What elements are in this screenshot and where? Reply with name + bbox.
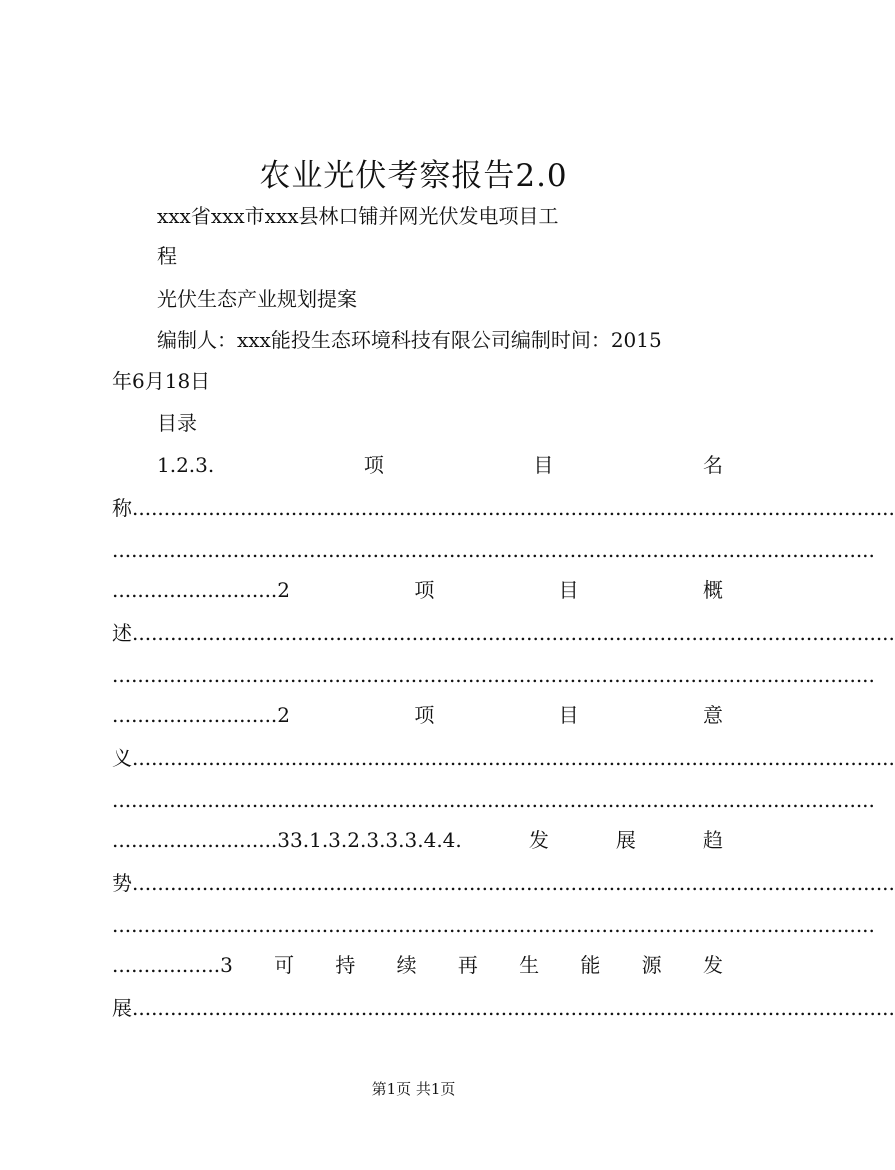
leader-dots: ........................................................................................................................ — [132, 496, 895, 520]
document-title: 农业光伏考察报告2.0 — [259, 158, 568, 194]
toc-entry-5 — [112, 950, 723, 980]
leader-dots-line — [112, 910, 875, 940]
project-name-line2: 程 — [157, 244, 177, 268]
toc-entry-char: 生 — [519, 953, 540, 977]
compiler-line1: 编制人：xxx能投生态环境科技有限公司编制时间：2015 — [157, 328, 662, 352]
toc-entry-lead — [112, 825, 462, 855]
toc-entry-char: 项 — [414, 703, 435, 727]
leader-dots: ........................................................................................................................ — [112, 538, 875, 562]
leader-dots: ........................................................................................................................ — [132, 996, 895, 1020]
toc-page-number: 2 — [277, 703, 291, 727]
toc-entry-4-cont — [112, 868, 895, 898]
toc-entry-3 — [112, 700, 723, 730]
toc-entry-char: 趋 — [703, 828, 723, 852]
toc-entry-char: 能 — [580, 953, 601, 977]
toc-entry-char: 续 — [396, 953, 417, 977]
leader-dots-line — [112, 660, 875, 690]
leader-dots-line — [112, 535, 875, 565]
toc-entry-char: 发 — [528, 828, 549, 852]
leader-dots: ........................................................................................................................ — [112, 788, 875, 812]
leader-dots: ........................................................................................................................ — [132, 746, 895, 770]
toc-entry-lead — [112, 700, 290, 730]
toc-heading: 目录 — [157, 411, 197, 435]
leader-dots: ........................................................................................................................ — [112, 663, 875, 687]
toc-entry-4 — [112, 825, 723, 855]
toc-entry-char: 展 — [615, 828, 636, 852]
toc-page-number: 2 — [277, 578, 291, 602]
toc-entry-char: 目 — [558, 703, 579, 727]
toc-entry-char: 项 — [363, 453, 384, 477]
toc-page-number: 33.1.3.2.3.3.3.4.4. — [277, 828, 462, 852]
compiler-line2: 年6月18日 — [112, 369, 211, 393]
toc-entry-char: 可 — [274, 953, 295, 977]
toc-entry-1-cont — [112, 493, 895, 523]
leader-dots: ........................................................................................................................ — [132, 621, 895, 645]
toc-page-number: 3 — [220, 953, 233, 977]
toc-entry-number: 1.2.3. — [157, 453, 215, 477]
page-footer: 第1页 共1页 — [371, 1080, 456, 1098]
toc-entry-char: 述 — [112, 621, 132, 645]
toc-entry-char: 名 — [702, 453, 723, 477]
toc-entry-char: 展 — [112, 996, 132, 1020]
leader-dots: .......................... — [112, 578, 278, 602]
project-name-line1: xxx省xxx市xxx县林口铺并网光伏发电项目工 — [157, 204, 559, 228]
toc-entry-char: 再 — [457, 953, 478, 977]
toc-entry-5-cont — [112, 993, 895, 1023]
leader-dots: ........................................................................................................................ — [112, 913, 875, 937]
toc-entry-2-cont — [112, 618, 895, 648]
toc-entry-1 — [157, 450, 723, 480]
leader-dots: .......................... — [112, 828, 278, 852]
leader-dots: ................. — [112, 953, 221, 977]
leader-dots-line — [112, 785, 875, 815]
toc-entry-lead — [112, 950, 233, 980]
toc-entry-3-cont — [112, 743, 895, 773]
toc-entry-char: 目 — [558, 578, 579, 602]
toc-entry-lead — [112, 575, 290, 605]
toc-entry-char: 称 — [112, 496, 132, 520]
toc-entry-char: 势 — [112, 871, 132, 895]
proposal-title: 光伏生态产业规划提案 — [157, 287, 357, 311]
toc-entry-char: 项 — [414, 578, 435, 602]
toc-entry-char: 发 — [702, 953, 723, 977]
leader-dots: .......................... — [112, 703, 278, 727]
toc-entry-char: 义 — [112, 746, 132, 770]
toc-entry-char: 概 — [702, 578, 723, 602]
toc-entry-char: 持 — [335, 953, 356, 977]
toc-entry-2 — [112, 575, 723, 605]
leader-dots: ........................................................................................................................ — [132, 871, 895, 895]
toc-entry-char: 源 — [641, 953, 662, 977]
toc-entry-char: 目 — [533, 453, 554, 477]
toc-entry-char: 意 — [702, 703, 723, 727]
